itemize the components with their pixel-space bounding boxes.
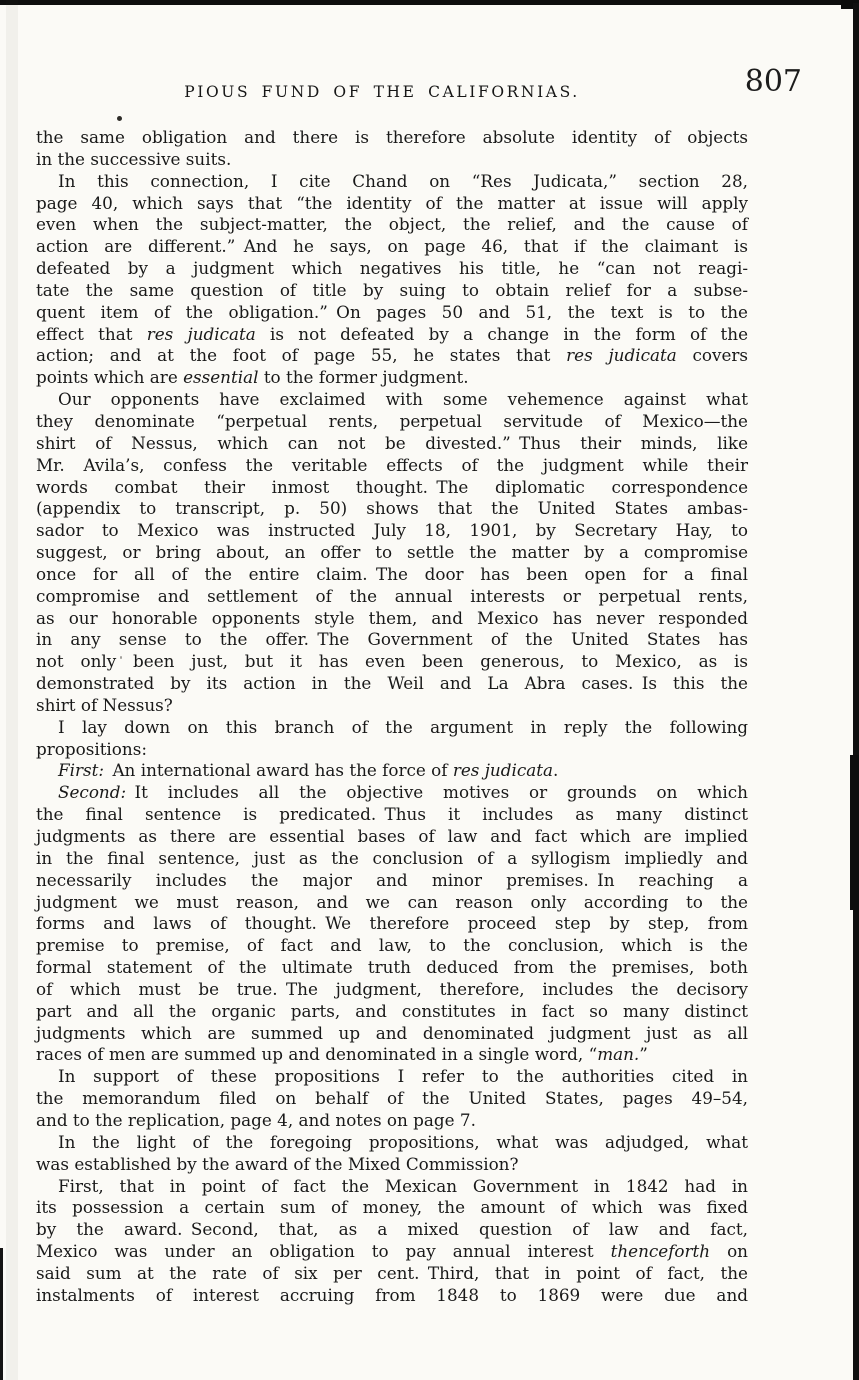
- text-run: said sum at the rate of six per cent. Third, that in point of fact, the: [36, 1262, 748, 1283]
- scan-edge-right-thick: [850, 755, 859, 910]
- text-run: shirt of Nessus, which can not be divested.” Thus their minds, like: [36, 432, 748, 453]
- text-line: [36, 214, 748, 236]
- text-run: in the successive suits.: [36, 148, 232, 169]
- text-run: formal statement of the ultimate truth deduced from the premises, both: [36, 957, 748, 978]
- text-run: judgments as there are essential bases of law and fact which are implied: [36, 826, 748, 846]
- text-run: words combat their inmost thought. The diplomatic correspondence: [36, 476, 748, 497]
- text-line: [36, 848, 748, 870]
- text-line: [36, 477, 748, 499]
- text-line: [36, 302, 748, 324]
- text-run: of which must be true. The judgment, therefore, includes the decisory: [36, 978, 748, 999]
- text-run: even when the subject-matter, the object, the relief, and the cause of: [36, 214, 748, 235]
- running-head-title: PIOUS FUND OF THE CALIFORNIAS.: [184, 83, 580, 101]
- text-line: [36, 1088, 748, 1110]
- text-run: points which are: [36, 367, 184, 388]
- scan-left-shadow: [6, 0, 18, 1380]
- text-line: [36, 411, 748, 433]
- text-run: the same obligation and there is therefore absolute identity of objects: [36, 127, 748, 147]
- text-run: ”: [639, 1044, 648, 1065]
- text-run: (appendix to transcript, p. 50) shows that the United States ambas-: [36, 498, 748, 519]
- text-line: [36, 1197, 748, 1219]
- text-run: sador to Mexico was instructed July 18, 1901, by Secretary Hay, to: [36, 520, 748, 541]
- text-run: not only been just, but it has even been generous, to Mexico, as is: [36, 651, 748, 672]
- text-run: In this connection, I cite Chand on “Res Judicata,” section 28,: [58, 170, 748, 191]
- text-run: by the award. Second, that, as a mixed question of law and fact,: [36, 1219, 748, 1240]
- text-line: [36, 324, 748, 346]
- text-run: instalments of interest accruing from 1848 to 1869 were due and: [36, 1284, 748, 1305]
- text-run: quent item of the obligation.” On pages 50 and 51, the text is to the: [36, 301, 748, 322]
- text-run: the final sentence is predicated. Thus it includes as many distinct: [36, 804, 748, 825]
- text-run: An international award has the force of: [104, 760, 453, 781]
- text-line: [36, 1132, 748, 1154]
- text-run: compromise and settlement of the annual interests or perpetual rents,: [36, 585, 748, 606]
- italic-text-run: res judicata: [566, 345, 677, 366]
- text-line: [36, 1023, 748, 1045]
- text-line: [36, 717, 748, 739]
- text-line: [36, 979, 748, 1001]
- text-line: [36, 564, 748, 586]
- text-run: It includes all the objective motives or grounds on which: [126, 782, 748, 803]
- text-line: [36, 367, 748, 389]
- text-run: part and all the organic parts, and constitutes in fact so many distinct: [36, 1000, 748, 1021]
- text-run: tate the same question of title by suing to obtain relief for a subse-: [36, 279, 748, 300]
- text-line: [36, 345, 748, 367]
- text-run: demonstrated by its action in the Weil and La Abra cases. Is this the: [36, 673, 748, 694]
- text-run: judgments which are summed up and denominated judgment just as all: [36, 1022, 748, 1043]
- text-line: [36, 1066, 748, 1088]
- text-line: [36, 957, 748, 979]
- text-run: on: [710, 1241, 748, 1262]
- text-run: is not defeated by a change in the form of the: [255, 323, 749, 344]
- text-line: [36, 1219, 748, 1241]
- text-line: [36, 826, 748, 848]
- text-run: action are different.” And he says, on page 46, that if the claimant is: [36, 236, 748, 257]
- text-run: Our opponents have exclaimed with some vehemence against what: [58, 389, 748, 410]
- text-line: [36, 1176, 748, 1198]
- text-run: First, that in point of fact the Mexican Government in 1842 had in: [58, 1175, 748, 1196]
- text-run: as our honorable opponents style them, and Mexico has never responded: [36, 607, 748, 628]
- scan-edge-top: [0, 0, 859, 5]
- page-number: 807: [744, 64, 802, 99]
- text-line: [36, 542, 748, 564]
- text-line: [36, 1044, 748, 1066]
- text-line: [36, 280, 748, 302]
- text-run: judgment we must reason, and we can reason only according to the: [36, 891, 748, 912]
- text-run: I lay down on this branch of the argument in reply the following: [58, 716, 748, 737]
- text-line: [36, 1241, 748, 1263]
- ink-speck: [117, 116, 122, 121]
- text-line: [36, 651, 748, 673]
- text-run: and to the replication, page 4, and notes on page 7.: [36, 1109, 476, 1130]
- text-line: [36, 193, 748, 215]
- text-line: [36, 870, 748, 892]
- text-line: [36, 236, 748, 258]
- text-line: [36, 520, 748, 542]
- text-run: they denominate “perpetual rents, perpetual servitude of Mexico—the: [36, 410, 748, 431]
- italic-text-run: res judicata: [452, 760, 553, 781]
- text-line: [36, 673, 748, 695]
- text-run: the memorandum filed on behalf of the United States, pages 49–54,: [36, 1088, 748, 1109]
- text-line: [36, 1263, 748, 1285]
- text-run: .: [552, 760, 559, 781]
- italic-text-run: Second:: [58, 782, 127, 803]
- text-run: its possession a certain sum of money, the amount of which was fixed: [36, 1197, 748, 1218]
- text-line: [36, 389, 748, 411]
- text-run: premise to premise, of fact and law, to the conclusion, which is the: [36, 935, 748, 956]
- text-run: necessarily includes the major and minor premises. In reaching a: [36, 869, 748, 890]
- text-line: [36, 258, 748, 280]
- text-line: [36, 739, 748, 761]
- text-line: [36, 782, 748, 804]
- text-run: suggest, or bring about, an offer to settle the matter by a compromise: [36, 542, 748, 563]
- text-line: [36, 913, 748, 935]
- text-run: propositions:: [36, 738, 147, 759]
- text-line: [36, 433, 748, 455]
- text-line: [36, 1110, 748, 1132]
- text-run: shirt of Nessus?: [36, 694, 173, 715]
- page-text: [36, 127, 748, 1307]
- text-line: [36, 935, 748, 957]
- text-line: [36, 892, 748, 914]
- text-run: was established by the award of the Mixed Commission?: [36, 1153, 519, 1174]
- text-line: [36, 171, 748, 193]
- text-line: [36, 1001, 748, 1023]
- text-line: [36, 498, 748, 520]
- italic-text-run: First:: [58, 760, 105, 781]
- text-run: races of men are summed up and denominated in a single word, “: [36, 1044, 598, 1065]
- text-line: [36, 455, 748, 477]
- text-run: effect that: [36, 323, 147, 344]
- scan-edge-bottom-left: [0, 1248, 3, 1380]
- text-line: [36, 127, 748, 149]
- text-run: page 40, which says that “the identity of the matter at issue will apply: [36, 192, 748, 213]
- text-line: [36, 149, 748, 171]
- text-line: [36, 804, 748, 826]
- scan-edge-right: [853, 3, 859, 1380]
- text-run: once for all of the entire claim. The door has been open for a final: [36, 563, 748, 584]
- text-line: [36, 608, 748, 630]
- text-run: defeated by a judgment which negatives his title, he “can not reagi-: [36, 258, 748, 279]
- text-line: [36, 1154, 748, 1176]
- text-run: In the light of the foregoing propositions, what was adjudged, what: [58, 1131, 748, 1152]
- text-run: action; and at the foot of page 55, he states that: [36, 345, 567, 366]
- italic-text-run: res judicata: [146, 323, 256, 344]
- text-line: [36, 695, 748, 717]
- text-run: forms and laws of thought. We therefore proceed step by step, from: [36, 913, 748, 934]
- text-run: in the final sentence, just as the conclusion of a syllogism impliedly and: [36, 847, 748, 868]
- italic-text-run: essential: [183, 367, 259, 388]
- text-run: to the former judgment.: [258, 367, 469, 388]
- text-line: [36, 760, 748, 782]
- italic-text-run: thenceforth: [610, 1241, 711, 1262]
- text-run: in any sense to the offer. The Government of the United States has: [36, 629, 748, 650]
- text-run: Mr. Avila’s, confess the veritable effects of the judgment while their: [36, 454, 748, 475]
- text-line: [36, 629, 748, 651]
- text-run: covers: [676, 345, 749, 366]
- italic-text-run: man.: [597, 1044, 640, 1065]
- text-line: [36, 586, 748, 608]
- text-run: In support of these propositions I refer to the authorities cited in: [58, 1066, 748, 1087]
- text-line: [36, 1285, 748, 1307]
- text-run: Mexico was under an obligation to pay annual interest: [36, 1241, 611, 1262]
